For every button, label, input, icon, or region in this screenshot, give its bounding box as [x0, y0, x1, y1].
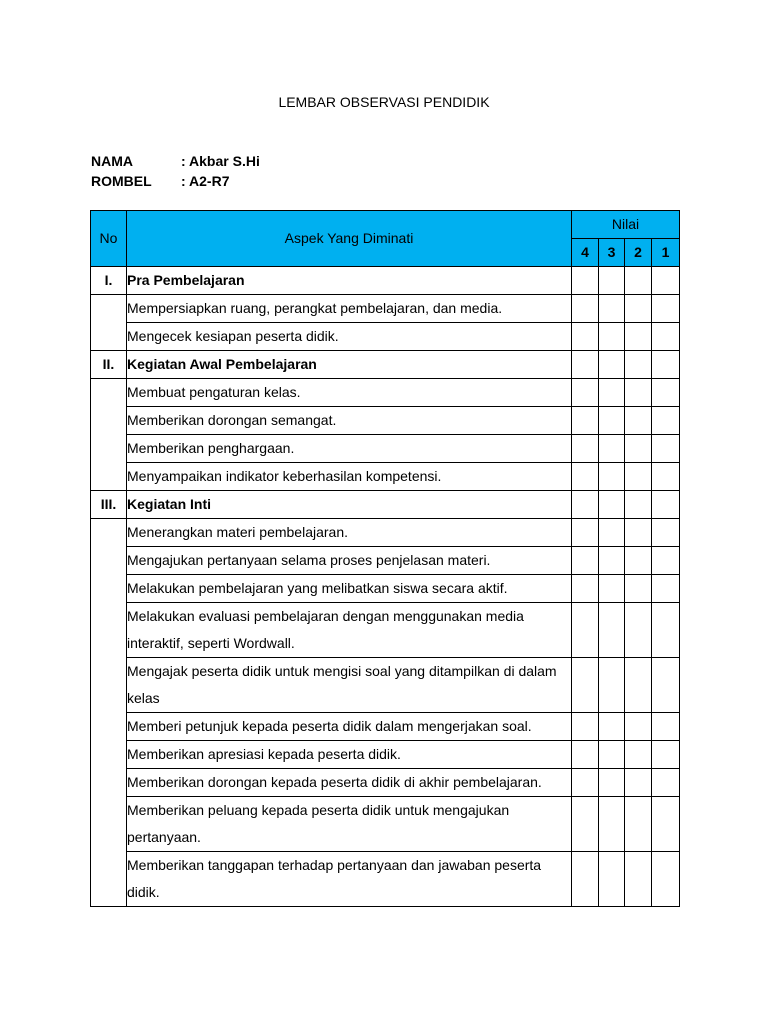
item-score-2-cell[interactable]: [625, 379, 652, 407]
header-no: No: [91, 211, 127, 267]
table-row: [91, 769, 680, 797]
table-header: [91, 211, 680, 267]
item-score-3-cell[interactable]: [599, 463, 625, 491]
item-score-4-cell[interactable]: [572, 741, 599, 769]
info-rombel-row: [91, 173, 230, 189]
aspect-text: Memberikan penghargaan.: [127, 440, 295, 456]
aspect-cell: [127, 519, 572, 547]
item-score-4-cell[interactable]: [572, 713, 599, 741]
aspect-text: Membuat pengaturan kelas.: [127, 384, 301, 400]
aspect-text: Memberi petunjuk kepada peserta didik dalam mengerjakan soal.: [127, 718, 532, 734]
page-title: LEMBAR OBSERVASI PENDIDIK: [278, 94, 490, 110]
section-title: Pra Pembelajaran: [127, 267, 572, 295]
table-row: [91, 463, 680, 491]
table-row: [91, 323, 680, 351]
table-row: [91, 547, 680, 575]
item-score-3-cell[interactable]: [599, 741, 625, 769]
aspect-cell: [127, 658, 572, 713]
rombel-label: ROMBEL: [91, 173, 152, 189]
item-score-3-cell[interactable]: [599, 407, 625, 435]
item-score-2-cell[interactable]: [625, 463, 652, 491]
header-nilai: Nilai: [572, 211, 680, 239]
item-score-1-cell[interactable]: [652, 435, 680, 463]
section-score-3-cell[interactable]: [599, 491, 625, 519]
item-score-2-cell[interactable]: [625, 741, 652, 769]
section-score-1-cell[interactable]: [652, 351, 680, 379]
table-row: [91, 852, 680, 907]
header-score-3: 3: [599, 239, 625, 267]
item-score-1-cell[interactable]: [652, 379, 680, 407]
blank-number-cell: [91, 519, 127, 907]
item-score-2-cell[interactable]: [625, 575, 652, 603]
item-score-4-cell[interactable]: [572, 519, 599, 547]
table-row: [91, 797, 680, 852]
item-score-3-cell[interactable]: [599, 295, 625, 323]
aspect-text: Memberikan peluang kepada peserta didik untuk mengajukan pertanyaan.: [127, 802, 510, 845]
aspect-text: Menyampaikan indikator keberhasilan kompetensi.: [127, 468, 442, 484]
item-score-3-cell[interactable]: [599, 575, 625, 603]
aspect-cell: [127, 852, 572, 907]
section-score-4-cell[interactable]: [572, 491, 599, 519]
section-score-2-cell[interactable]: [625, 491, 652, 519]
item-score-2-cell[interactable]: [625, 603, 652, 658]
item-score-4-cell[interactable]: [572, 295, 599, 323]
nama-value: : Akbar S.Hi: [181, 153, 260, 169]
aspect-text: Memberikan apresiasi kepada peserta didik.: [127, 746, 401, 762]
table-row: [91, 435, 680, 463]
item-score-2-cell[interactable]: [625, 519, 652, 547]
item-score-3-cell[interactable]: [599, 519, 625, 547]
aspect-cell: [127, 603, 572, 658]
item-score-2-cell[interactable]: [625, 713, 652, 741]
item-score-3-cell[interactable]: [599, 323, 625, 351]
item-score-2-cell[interactable]: [625, 852, 652, 907]
item-score-2-cell[interactable]: [625, 323, 652, 351]
aspect-cell: [127, 407, 572, 435]
section-row: [91, 351, 680, 379]
item-score-2-cell[interactable]: [625, 435, 652, 463]
item-score-1-cell[interactable]: [652, 603, 680, 658]
info-nama-row: [91, 153, 260, 169]
item-score-2-cell[interactable]: [625, 295, 652, 323]
item-score-4-cell[interactable]: [572, 575, 599, 603]
item-score-1-cell[interactable]: [652, 519, 680, 547]
header-aspek: Aspek Yang Diminati: [127, 211, 572, 267]
table-row: [91, 519, 680, 547]
item-score-2-cell[interactable]: [625, 658, 652, 713]
item-score-1-cell[interactable]: [652, 769, 680, 797]
aspect-text: Menerangkan materi pembelajaran.: [127, 524, 349, 540]
section-number: I.: [91, 267, 127, 295]
table-row: [91, 741, 680, 769]
aspect-cell: [127, 435, 572, 463]
item-score-4-cell[interactable]: [572, 323, 599, 351]
aspect-text: Mengajukan pertanyaan selama proses penjelasan materi.: [127, 552, 491, 568]
table-row: [91, 407, 680, 435]
item-score-2-cell[interactable]: [625, 407, 652, 435]
aspect-text: Mengajak peserta didik untuk mengisi soal yang ditampilkan di dalam kelas: [127, 663, 557, 706]
item-score-1-cell[interactable]: [652, 575, 680, 603]
item-score-3-cell[interactable]: [599, 713, 625, 741]
item-score-4-cell[interactable]: [572, 379, 599, 407]
item-score-1-cell[interactable]: [652, 852, 680, 907]
blank-number-cell: [91, 379, 127, 491]
item-score-4-cell[interactable]: [572, 769, 599, 797]
header-score-1: 1: [652, 239, 680, 267]
section-score-2-cell[interactable]: [625, 351, 652, 379]
item-score-1-cell[interactable]: [652, 658, 680, 713]
aspect-text: Melakukan evaluasi pembelajaran dengan menggunakan media interaktif, seperti Wordwall.: [127, 608, 524, 651]
item-score-1-cell[interactable]: [652, 407, 680, 435]
aspect-cell: [127, 769, 572, 797]
aspect-text: Mempersiapkan ruang, perangkat pembelajaran, dan media.: [127, 300, 503, 316]
header-score-2: 2: [625, 239, 652, 267]
table-row: [91, 658, 680, 713]
item-score-4-cell[interactable]: [572, 852, 599, 907]
item-score-3-cell[interactable]: [599, 658, 625, 713]
item-score-3-cell[interactable]: [599, 379, 625, 407]
rombel-value: : A2-R7: [181, 173, 230, 189]
item-score-3-cell[interactable]: [599, 435, 625, 463]
table-body: [91, 267, 680, 907]
table-row: [91, 295, 680, 323]
item-score-3-cell[interactable]: [599, 769, 625, 797]
item-score-3-cell[interactable]: [599, 852, 625, 907]
item-score-1-cell[interactable]: [652, 741, 680, 769]
aspect-text: Memberikan tanggapan terhadap pertanyaan dan jawaban peserta didik.: [127, 857, 542, 900]
aspect-cell: [127, 797, 572, 852]
section-score-1-cell[interactable]: [652, 491, 680, 519]
section-score-4-cell[interactable]: [572, 267, 599, 295]
section-score-1-cell[interactable]: [652, 267, 680, 295]
section-row: [91, 267, 680, 295]
item-score-3-cell[interactable]: [599, 547, 625, 575]
aspect-cell: [127, 295, 572, 323]
section-number: II.: [91, 351, 127, 379]
item-score-3-cell[interactable]: [599, 603, 625, 658]
section-score-2-cell[interactable]: [625, 267, 652, 295]
aspect-cell: [127, 379, 572, 407]
section-title: Kegiatan Awal Pembelajaran: [127, 351, 572, 379]
item-score-4-cell[interactable]: [572, 435, 599, 463]
item-score-1-cell[interactable]: [652, 295, 680, 323]
item-score-2-cell[interactable]: [625, 797, 652, 852]
section-row: [91, 491, 680, 519]
item-score-4-cell[interactable]: [572, 407, 599, 435]
item-score-4-cell[interactable]: [572, 463, 599, 491]
item-score-1-cell[interactable]: [652, 463, 680, 491]
aspect-cell: [127, 463, 572, 491]
table-row: [91, 379, 680, 407]
section-score-4-cell[interactable]: [572, 351, 599, 379]
item-score-2-cell[interactable]: [625, 547, 652, 575]
nama-label: NAMA: [91, 153, 133, 169]
observation-table: [90, 210, 680, 907]
aspect-cell: [127, 741, 572, 769]
item-score-4-cell[interactable]: [572, 547, 599, 575]
section-number: III.: [91, 491, 127, 519]
header-score-4: 4: [572, 239, 599, 267]
aspect-cell: [127, 575, 572, 603]
aspect-text: Memberikan dorongan semangat.: [127, 412, 337, 428]
table-row: [91, 603, 680, 658]
section-title: Kegiatan Inti: [127, 491, 572, 519]
item-score-3-cell[interactable]: [599, 797, 625, 852]
section-score-3-cell[interactable]: [599, 267, 625, 295]
item-score-1-cell[interactable]: [652, 713, 680, 741]
item-score-1-cell[interactable]: [652, 797, 680, 852]
item-score-4-cell[interactable]: [572, 658, 599, 713]
aspect-cell: [127, 713, 572, 741]
table-row: [91, 575, 680, 603]
aspect-text: Memberikan dorongan kepada peserta didik di akhir pembelajaran.: [127, 774, 542, 790]
aspect-text: Mengecek kesiapan peserta didik.: [127, 328, 339, 344]
table-row: [91, 713, 680, 741]
aspect-text: Melakukan pembelajaran yang melibatkan siswa secara aktif.: [127, 580, 508, 596]
item-score-2-cell[interactable]: [625, 769, 652, 797]
section-score-3-cell[interactable]: [599, 351, 625, 379]
item-score-1-cell[interactable]: [652, 323, 680, 351]
item-score-4-cell[interactable]: [572, 603, 599, 658]
aspect-cell: [127, 323, 572, 351]
aspect-cell: [127, 547, 572, 575]
item-score-1-cell[interactable]: [652, 547, 680, 575]
item-score-4-cell[interactable]: [572, 797, 599, 852]
blank-number-cell: [91, 295, 127, 351]
